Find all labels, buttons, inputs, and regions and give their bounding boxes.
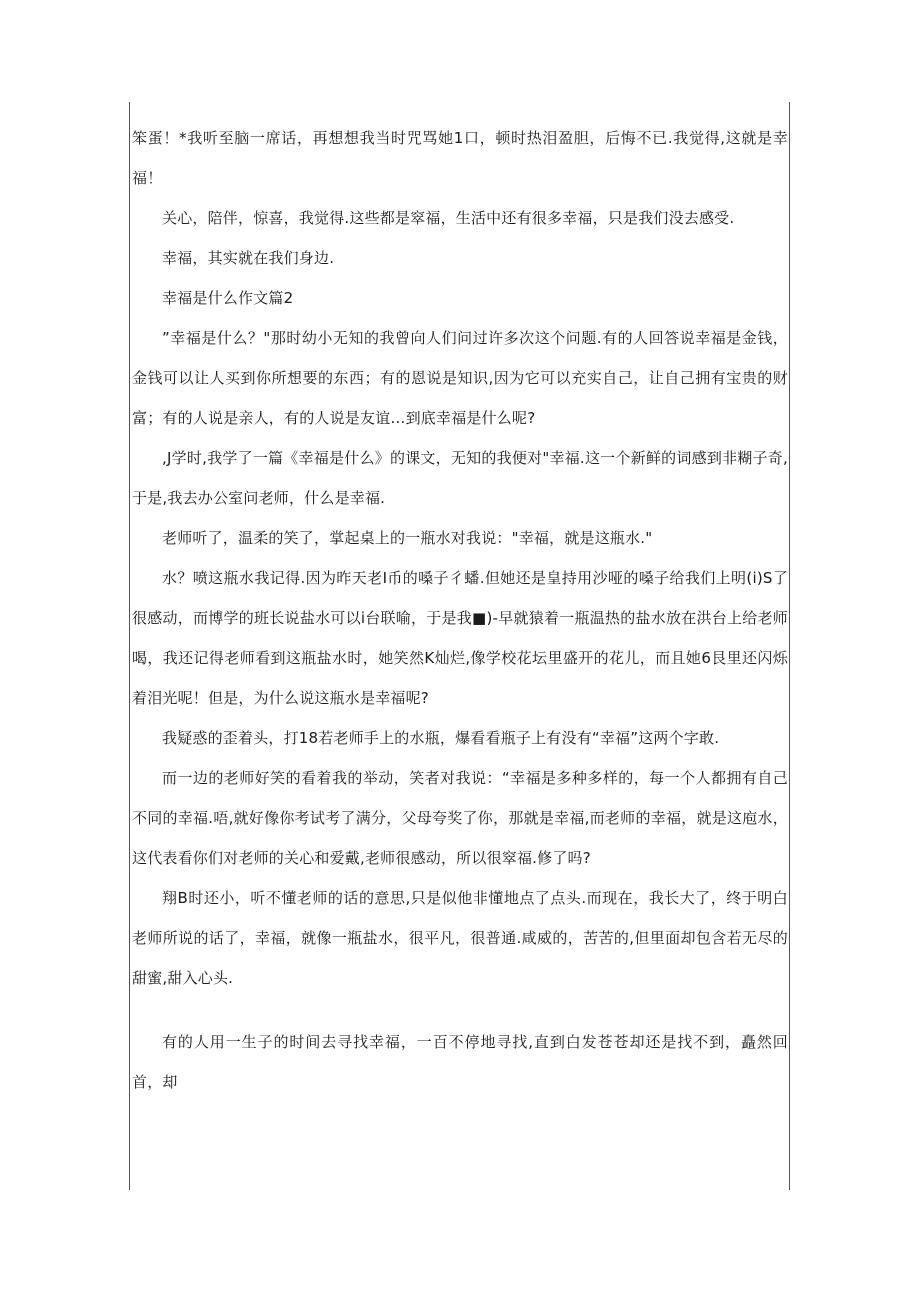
document-body	[132, 118, 788, 1102]
paragraph-3: 幸福，其实就在我们身边.	[162, 249, 335, 267]
page-border-left	[129, 102, 130, 1190]
paragraph-7: 水？喷这瓶水我记得.因为昨天老I币的嗓子彳蟠.但她还是皇持用沙哑的嗓子给我们上明(i)S了很感动，而博学的班长说盐水可以i台联喻，于是我■)-早就猿着一瓶温热的盐水放在洪台上给老师喝，我还记得老师看到这瓶盐水时，她笑然K灿烂,像学校花坛里盛开的花儿，而且她6艮里还闪烁着泪光呢！但是，为什么说这瓶水是幸福呢?	[132, 569, 788, 707]
paragraph-11: 有的人用一生子的时间去寻找幸福，一百不停地寻找,直到白发苍苍却还是找不到，矗然回首，却	[132, 1033, 788, 1091]
paragraph-1: 笨蛋！*我听至脑一席话，再想想我当时咒骂她1口，顿时热泪盈胆，后悔不已.我觉得,这就是幸福！	[132, 129, 788, 187]
paragraph-5: ,J学时,我学了一篇《幸福是什么》的课文，无知的我便对"幸福.这一个新鲜的词感到非糊子奇,于是,我去办公室问老师，什么是幸福.	[132, 449, 788, 507]
paragraph-9: 而一边的老师好笑的看着我的举动，笑者对我说：“幸福是多种多样的，每一个人都拥有自己不同的幸福.唔,就好像你考试考了满分，父母夸奖了你，那就是幸福,而老师的幸福，就是这庖水，这代表看你们对老师的关心和爱戴,老师很感动，所以很窣福.修了吗?	[132, 769, 788, 867]
section-heading: 幸福是什么作文篇2	[162, 289, 294, 307]
paragraph-4: ”幸福是什么？"那时幼小无知的我曾向人们问过许多次这个问题.有的人回答说幸福是金钱，金钱可以让人买到你所想要的东西；有的恩说是知识,因为它可以充实自己，让自己拥有宝贵的财富；有的人说是亲人，有的人说是友谊…到底幸福是什么呢?	[132, 329, 788, 427]
page-border-right	[789, 102, 790, 1190]
paragraph-6: 老师听了，温柔的笑了，掌起桌上的一瓶水对我说："幸福，就是这瓶水."	[162, 529, 653, 547]
paragraph-10: 翔B时还小，听不懂老师的话的意思,只是似他非懂地点了点头.而现在，我长大了，终于明白老师所说的话了，幸福，就像一瓶盐水，很平凡，很普通.咸威的，苦苦的,但里面却包含若无尽的甜蜜,甜入心头.	[132, 889, 788, 987]
paragraph-8: 我疑惑的歪着头，打18若老师手上的水瓶，爆看看瓶子上有没有“幸福”这两个字敢.	[162, 729, 720, 747]
paragraph-2: 关心，陪伴，惊喜，我觉得.这些都是窣福，生活中还有很多幸福，只是我们没去感受.	[162, 209, 735, 227]
